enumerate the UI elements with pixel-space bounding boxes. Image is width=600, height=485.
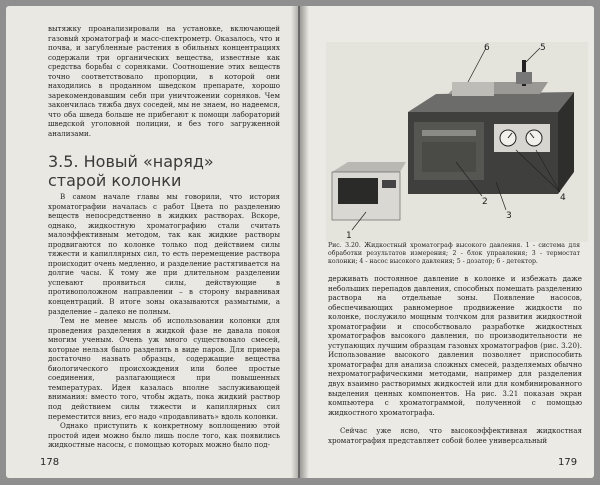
opening-paragraph-text: вытяжку проанализировали на установке, включающей газовый хроматограф и масс-спектрометр. Оказалось, что и почва, и загубленные растения в обильных концентрациях содержали три органических вещества, известные как средства борьбы с сорняками. Соотношение этих веществ точно соответствовало пропорции, в которой они находились в проданном шведском препарате, хорошо зарекомендовавшим себя при уничтожении сорняков. Чем закончилась тяжба двух соседей, мы не знаем, но надеемся, что оба шведа больше не прибегают к помощи лабораторий шведской уголовной полиции, и без того загруженной анализами. [48, 24, 280, 139]
figure-caption [328, 242, 580, 267]
callout-4: 4 [560, 193, 566, 203]
paragraph: Однако приступить к конкретному воплощению этой простой идеи можно было лишь после того, как появились жидкостные насосы, с помощью которых можно было под- [48, 421, 280, 450]
opening-paragraph [48, 24, 280, 139]
paragraph: Сейчас уже ясно, что высокоэффективная жидкостная хроматография представляет собой более универсальный [328, 426, 582, 445]
right-closing-text [328, 426, 582, 445]
page-number-left: 178 [40, 457, 60, 468]
chromatograph-figure [326, 42, 588, 242]
page-number-right: 179 [558, 457, 578, 468]
panel-face [422, 142, 476, 172]
section-heading [48, 152, 280, 190]
section-number: 3.5. [48, 152, 79, 171]
section-title-line1: Новый «наряд» [83, 152, 214, 171]
paragraph: Тем не менее мысль об использовании колонки для проведения разделения в жидкой фазе не давала покоя многим ученым. Очень уж много существовало смесей, которые нельзя было разделить в виде паров. Для примера достаточно назвать образцы, содержащие вещества биологического происхождения или более простые соединения, разлагающиеся при повышенных температурах. Идея казалась вполне заслуживающей внимания: вместо того, чтобы ждать, пока жидкий раствор под действием силы тяжести и капиллярных сил переместится вниз, его надо «продавливать» вдоль колонки. [48, 316, 280, 421]
left-page [6, 6, 298, 478]
console-display [382, 180, 396, 188]
right-page [300, 6, 594, 478]
detector-box [452, 82, 494, 96]
injector-body [516, 72, 532, 84]
section-title-line2: старой колонки [48, 171, 182, 190]
console-keypad [338, 178, 378, 204]
panel-strip [422, 130, 476, 136]
callout-1: 1 [346, 231, 352, 241]
callout-5: 5 [540, 43, 546, 53]
paragraph: В самом начале главы мы говорили, что история хроматографии началась с работ Цвета по разделению веществ непосредственно в жидких растворах. Вскоре, однако, жидкостную хроматографию стали считать малоэффективным методом, так как жидкие растворы продвигаются по колонке только под действием силы тяжести и капиллярных сил, то есть перемещение раствора происходит очень медленно, и разделение растягивается на долгие часы. К тому же при длительном разделении успевают проявиться силы, действующие в противоположном направлении – в сторону выравнивая концентраций. В итоге зоны оказываются размытыми, а разделение – далеко не полным. [48, 192, 280, 316]
callout-2: 2 [482, 197, 488, 207]
right-body-text [328, 274, 582, 417]
paragraph: держивать постоянное давление в колонке и избежать даже небольших перепадов давления, способных помешать разделению раствора на отдельные зоны. Появление насосов, обеспечивающих равномерное продвижение жидкости по колонке, послужило мощным толчком для развития жидкостной хроматографии и способствовало разработке жидкостных хроматографов высокого давления, по производительности не уступающих лучшим образцам газовых хроматографов (рис. 3.20). Использование высокого давления позволяет приспособить хроматографы для анализа сложных смесей, разделяемых обычно нехроматографическими методами, например для разделения двух взаимно растворимых жидкостей или для комбинированного выделения ценных компонентов. На рис. 3.21 показан экран компьютера с хроматограммой, полученной с помощью жидкостного хроматографа. [328, 274, 582, 417]
callout-3: 3 [506, 211, 512, 221]
left-body-text [48, 192, 280, 450]
callout-6: 6 [484, 43, 490, 53]
figure-caption-label: Рис. 3.20. [328, 242, 361, 249]
figure-caption-text: Жидкостный хроматограф высокого давления. 1 - система для обработки результатов измерения; 2 - блок управления; 3 - термостат колонки; 4 - насос высокого давления; 5 - дозатор; 6 - детектор. [328, 242, 581, 266]
